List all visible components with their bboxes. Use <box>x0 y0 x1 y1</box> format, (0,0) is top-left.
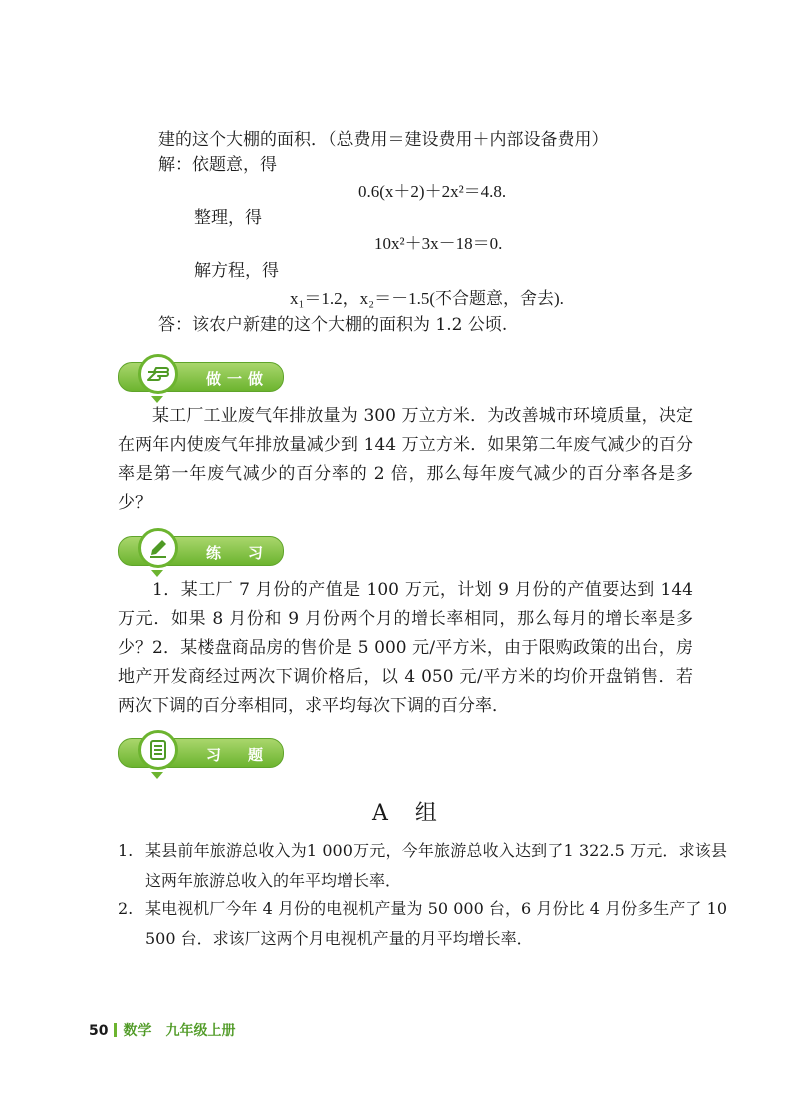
try-it-text: 某工厂工业废气年排放量为 300 万立方米．为改善城市环境质量，决定在两年内使废气年排放量减少到 144 万立方米．如果第二年废气减少的百分率是第一年废气减少的百分率的 2 倍，那么每年废气减少的百分率各是多少？ <box>118 406 693 513</box>
exercise-item <box>118 836 728 896</box>
practice-banner <box>118 532 282 568</box>
page-number: 50 <box>89 1023 109 1039</box>
try-it-banner <box>118 358 282 394</box>
solution-start: 解：依题意，得 <box>158 155 277 175</box>
footer-divider <box>114 1023 117 1037</box>
exercise-text: 某电视机厂今年 4 月份的电视机产量为 50 000 台，6 月份比 4 月份多生产了 10 500 台．求该厂这两个月电视机产量的月平均增长率． <box>145 899 727 948</box>
exercise-item <box>118 894 728 954</box>
exercise-text: 某县前年旅游总收入为1 000万元，今年旅游总收入达到了1 322.5 万元．求该县这两年旅游总收入的年平均增长率． <box>145 841 727 890</box>
solution-intro-line: 建的这个大棚的面积．（总费用＝建设费用＋内部设备费用） <box>158 130 609 150</box>
exercise-number: 1. <box>118 841 134 860</box>
pencil-icon <box>138 528 178 568</box>
page-footer <box>89 1020 235 1040</box>
notebook-icon <box>138 730 178 770</box>
exercises-label: 习 题 <box>206 746 270 764</box>
practice-item-1: 1．某工厂 7 月份的产值是 100 万元，计划 9 月份的产值要达到 144 万元．如果 8 月份和 9 月份两个月的增长率相同，那么每月的增长率是多少？ <box>118 580 693 658</box>
equation-3: x₁＝1.2，x₂＝－1.5(不合题意，舍去). <box>290 289 564 308</box>
step-solve: 解方程，得 <box>194 261 279 281</box>
practice-item-2: 2．某楼盘商品房的售价是 5 000 元/平方米，由于限购政策的出台，房地产开发商经过两次下调价格后，以 4 050 元/平方米的均价开盘销售．若两次下调的百分率相同，求平均每次下调的百分率． <box>118 638 693 716</box>
practice-label: 练 习 <box>206 544 270 562</box>
equation-1: 0.6(x＋2)＋2x²＝4.8. <box>358 182 507 201</box>
try-it-label: 做一做 <box>206 370 270 388</box>
group-title: A 组 <box>372 801 447 826</box>
step-arrange: 整理，得 <box>194 208 262 228</box>
hand-pointer-icon <box>138 354 178 394</box>
book-title: 数学 九年级上册 <box>123 1023 236 1039</box>
solution-answer: 答：该农户新建的这个大棚的面积为 1.2 公顷. <box>158 315 508 335</box>
equation-2: 10x²＋3x－18＝0. <box>374 234 503 253</box>
exercise-number: 2. <box>118 899 134 918</box>
exercises-banner <box>118 734 282 770</box>
